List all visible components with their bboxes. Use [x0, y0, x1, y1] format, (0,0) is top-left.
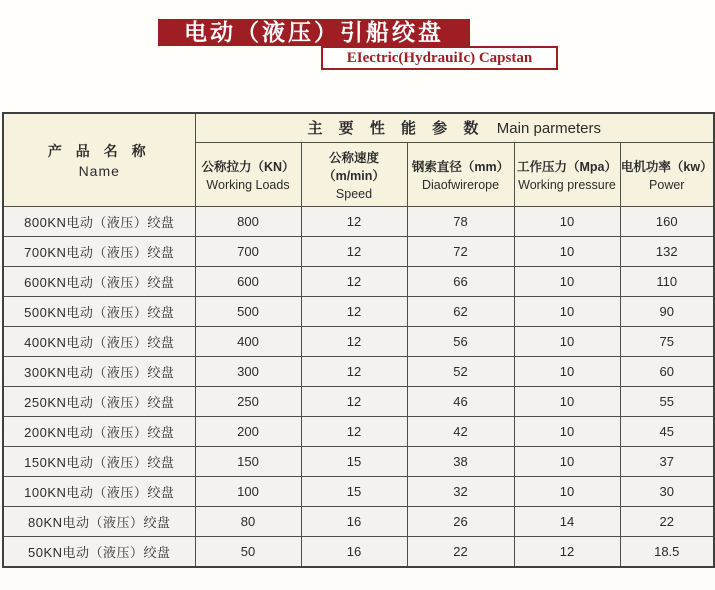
- value-cell: 100: [195, 476, 301, 506]
- value-cell: 38: [407, 446, 514, 476]
- value-cell: 45: [620, 416, 714, 446]
- value-cell: 10: [514, 236, 620, 266]
- value-cell: 60: [620, 356, 714, 386]
- table-row: [3, 386, 714, 416]
- value-cell: 12: [301, 356, 407, 386]
- table-row: [3, 266, 714, 296]
- value-cell: 150: [195, 446, 301, 476]
- name-column-header-zh: 产 品 名 称: [47, 142, 151, 159]
- column-header-en: Diaofwirerope: [421, 177, 500, 192]
- value-cell: 52: [407, 356, 514, 386]
- value-cell: 12: [514, 536, 620, 567]
- value-cell: 10: [514, 266, 620, 296]
- value-cell: 10: [514, 386, 620, 416]
- value-cell: 300: [195, 356, 301, 386]
- value-cell: 18.5: [620, 536, 714, 567]
- value-cell: 600: [195, 266, 301, 296]
- value-cell: 16: [301, 536, 407, 567]
- column-header-zh: 电机功率（kw）: [620, 159, 713, 174]
- value-cell: 75: [620, 326, 714, 356]
- value-cell: 132: [620, 236, 714, 266]
- product-name-cell: 250KN电动（液压）绞盘: [3, 386, 195, 416]
- product-name-cell: 300KN电动（液压）绞盘: [3, 356, 195, 386]
- column-header-working-loads: [195, 142, 301, 206]
- value-cell: 250: [195, 386, 301, 416]
- value-cell: 12: [301, 266, 407, 296]
- product-name-cell: 800KN电动（液压）绞盘: [3, 206, 195, 236]
- value-cell: 46: [407, 386, 514, 416]
- value-cell: 72: [407, 236, 514, 266]
- value-cell: 200: [195, 416, 301, 446]
- product-name-cell: 150KN电动（液压）绞盘: [3, 446, 195, 476]
- column-header-working-pressure: [514, 142, 620, 206]
- group-header-en: Main parmeters: [496, 120, 601, 138]
- product-name-cell: 500KN电动（液压）绞盘: [3, 296, 195, 326]
- value-cell: 30: [620, 476, 714, 506]
- value-cell: 56: [407, 326, 514, 356]
- table-row: [3, 506, 714, 536]
- value-cell: 14: [514, 506, 620, 536]
- value-cell: 16: [301, 506, 407, 536]
- name-column-header: [3, 113, 195, 206]
- table-row: [3, 536, 714, 567]
- column-header-en: Speed: [335, 186, 373, 201]
- table-row: [3, 236, 714, 266]
- value-cell: 62: [407, 296, 514, 326]
- spec-table: [2, 112, 715, 568]
- value-cell: 26: [407, 506, 514, 536]
- title-banner: [158, 19, 470, 46]
- table-row: [3, 476, 714, 506]
- value-cell: 50: [195, 536, 301, 567]
- value-cell: 10: [514, 416, 620, 446]
- value-cell: 80: [195, 506, 301, 536]
- value-cell: 10: [514, 296, 620, 326]
- table-row: [3, 326, 714, 356]
- value-cell: 66: [407, 266, 514, 296]
- table-row: [3, 356, 714, 386]
- value-cell: 15: [301, 476, 407, 506]
- value-cell: 10: [514, 206, 620, 236]
- table-row: [3, 206, 714, 236]
- value-cell: 78: [407, 206, 514, 236]
- value-cell: 12: [301, 386, 407, 416]
- column-header-zh: 公称速度（m/min）: [323, 150, 385, 183]
- column-header-zh: 公称拉力（KN）: [201, 159, 295, 174]
- table-row: [3, 296, 714, 326]
- group-header: [195, 113, 714, 142]
- value-cell: 15: [301, 446, 407, 476]
- column-header-en: Working pressure: [518, 177, 616, 192]
- value-cell: 10: [514, 356, 620, 386]
- value-cell: 12: [301, 416, 407, 446]
- column-header-en: Working Loads: [206, 177, 290, 192]
- title-english-box: [321, 46, 558, 70]
- value-cell: 10: [514, 476, 620, 506]
- value-cell: 12: [301, 296, 407, 326]
- group-header-zh: 主 要 性 能 参 数: [307, 120, 485, 138]
- value-cell: 500: [195, 296, 301, 326]
- value-cell: 10: [514, 326, 620, 356]
- value-cell: 22: [407, 536, 514, 567]
- table-header-row-1: [3, 113, 714, 142]
- product-name-cell: 600KN电动（液压）绞盘: [3, 266, 195, 296]
- value-cell: 800: [195, 206, 301, 236]
- product-name-cell: 700KN电动（液压）绞盘: [3, 236, 195, 266]
- value-cell: 90: [620, 296, 714, 326]
- page-title-zh: 电动（液压）引船绞盘: [184, 19, 444, 45]
- product-name-cell: 80KN电动（液压）绞盘: [3, 506, 195, 536]
- value-cell: 12: [301, 236, 407, 266]
- table-row: [3, 446, 714, 476]
- table-row: [3, 416, 714, 446]
- product-name-cell: 400KN电动（液压）绞盘: [3, 326, 195, 356]
- value-cell: 12: [301, 206, 407, 236]
- value-cell: 400: [195, 326, 301, 356]
- product-name-cell: 200KN电动（液压）绞盘: [3, 416, 195, 446]
- value-cell: 55: [620, 386, 714, 416]
- product-name-cell: 50KN电动（液压）绞盘: [3, 536, 195, 567]
- value-cell: 110: [620, 266, 714, 296]
- value-cell: 700: [195, 236, 301, 266]
- value-cell: 160: [620, 206, 714, 236]
- value-cell: 12: [301, 326, 407, 356]
- table-body: [3, 206, 714, 567]
- value-cell: 42: [407, 416, 514, 446]
- product-name-cell: 100KN电动（液压）绞盘: [3, 476, 195, 506]
- column-header-wirerope-dia: [407, 142, 514, 206]
- column-header-zh: 钢索直径（mm）: [411, 159, 510, 174]
- page-title-en: EIectric(HydrauiIc) Capstan: [346, 50, 533, 66]
- value-cell: 10: [514, 446, 620, 476]
- value-cell: 32: [407, 476, 514, 506]
- column-header-power: [620, 142, 714, 206]
- name-column-header-en: Name: [78, 162, 120, 179]
- column-header-zh: 工作压力（Mpa）: [516, 159, 617, 174]
- value-cell: 37: [620, 446, 714, 476]
- value-cell: 22: [620, 506, 714, 536]
- column-header-speed: [301, 142, 407, 206]
- column-header-en: Power: [649, 177, 685, 192]
